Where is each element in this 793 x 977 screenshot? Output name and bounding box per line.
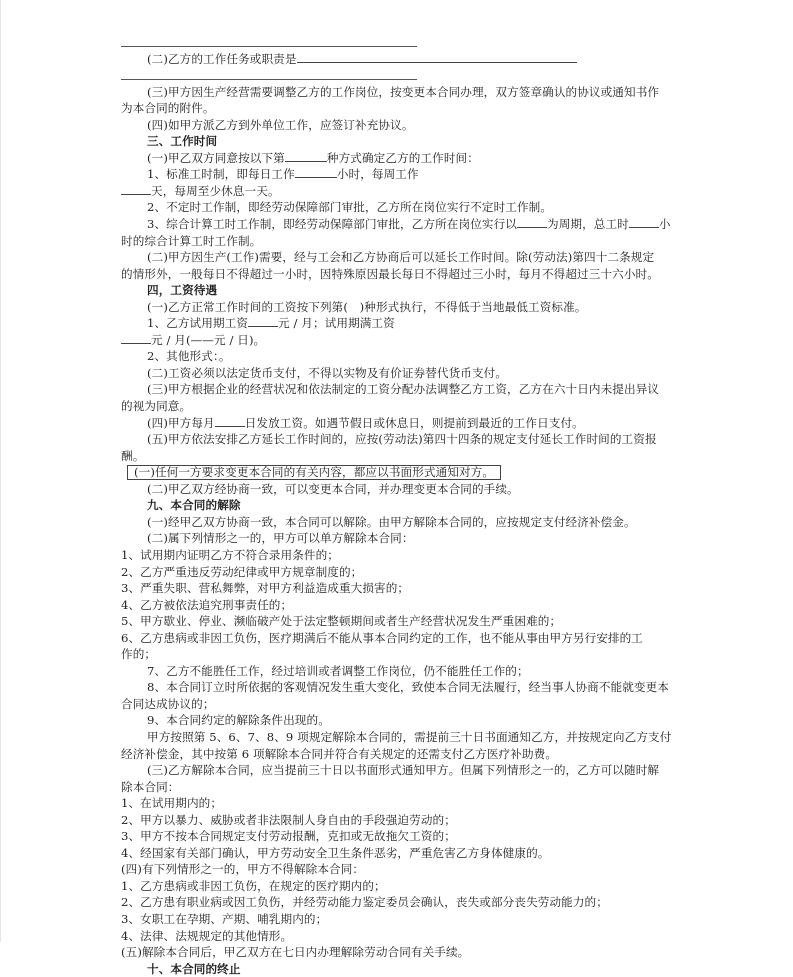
text-run: (一)甲乙双方同意按以下第	[147, 150, 285, 165]
fill-in-blank	[295, 166, 337, 178]
text-line	[121, 729, 677, 746]
text-run: 3、女职工在孕期、产期、哺乳期内的；	[121, 911, 328, 926]
text-run: (二)乙方的工作任务或职责是	[147, 51, 297, 66]
text-run: (三)甲方根据企业的经营状况和依法制定的工资分配办法调整乙方工资，乙方在六十日内未提出异议	[147, 382, 660, 397]
text-run: 元 / 月(——元 / 日)。	[151, 332, 266, 347]
text-line	[121, 299, 677, 316]
text-run: 三、工作时间	[147, 134, 218, 149]
text-line	[121, 415, 677, 432]
section-heading	[121, 133, 677, 150]
text-run: 的视为同意。	[121, 399, 192, 414]
section-heading	[121, 282, 677, 299]
text-line	[121, 398, 677, 415]
text-run: (三)乙方解除本合同，应当提前三十日以书面形式通知甲方。但属下列情形之一的，乙方可以随时解	[147, 763, 660, 778]
text-line	[121, 795, 677, 812]
text-line	[121, 944, 677, 961]
text-run: (一)乙方正常工作时间的工资按下列第( )种形式执行，不得低于当地最低工资标准。	[147, 299, 587, 314]
text-run: (二)甲乙双方经协商一致，可以变更本合同，并办理变更本合同的手续。	[147, 481, 519, 496]
text-run: 天，每周至少休息一天。	[151, 183, 280, 198]
text-line	[121, 894, 677, 911]
text-run: 作的；	[121, 647, 157, 662]
text-run: (五)甲方依法安排乙方延长工作时间的，应按(劳动法)第四十四条的规定支付延长工作时间的工资报	[147, 432, 657, 447]
text-run: 2、其他形式：。	[147, 349, 231, 364]
text-run: 四，工资待遇	[147, 283, 218, 298]
text-run: 6、乙方患病或非因工负伤，医疗期满后不能从事本合同约定的工作，也不能从事由甲方另行安排的工	[121, 630, 644, 645]
text-line	[121, 249, 677, 266]
text-line	[121, 911, 677, 928]
text-line	[121, 365, 677, 382]
text-run: 小时，每周工作	[336, 167, 419, 182]
text-run: 4、经国家有关部门确认，甲方劳动安全卫生条件恶劣，严重危害乙方身体健康的。	[121, 845, 550, 860]
fill-in-blank	[629, 216, 659, 228]
section-heading	[121, 961, 677, 977]
fill-in-blank	[121, 183, 151, 195]
text-run: 时的综合计算工时工作制。	[121, 233, 262, 248]
fill-in-blank	[121, 332, 151, 344]
text-run: 3、严重失职、营私舞弊，对甲方利益造成重大损害的；	[121, 581, 410, 596]
text-run: 1、乙方试用期工资	[147, 316, 249, 331]
text-run: 7、乙方不能胜任工作，经过培训或者调整工作岗位，仍不能胜任工作的；	[147, 663, 529, 678]
text-run: 1、标准工时制，即每日工作	[147, 167, 295, 182]
text-run: 9、本合同约定的解除条件出现的。	[147, 713, 330, 728]
text-line	[121, 746, 677, 763]
text-line	[121, 762, 677, 779]
text-line	[121, 547, 677, 564]
text-run: (一)经甲乙双方协商一致，本合同可以解除。由甲方解除本合同的，应按规定支付经济补偿金。	[147, 514, 636, 529]
text-line	[121, 199, 677, 216]
text-run: 除本合同：	[121, 779, 180, 794]
text-run: 经济补偿金，其中按第 6 项解除本合同并符合有关规定的还需支付乙方医疗补助费。	[121, 746, 558, 761]
text-line	[121, 233, 677, 250]
text-line	[121, 100, 677, 117]
boxed-text: (一)任何一方要求变更本合同的有关内容，都应以书面形式通知对方。	[127, 465, 501, 480]
text-run: 小	[658, 217, 671, 232]
text-run: (五)解除本合同后，甲乙双方在七日内办理解除劳动合同有关手续。	[121, 945, 470, 960]
text-run: 酬。	[121, 448, 145, 463]
text-line	[121, 828, 677, 845]
text-run: 2、不定时工作制，即经劳动保障部门审批，乙方所在岗位实行不定时工作制。	[147, 200, 553, 215]
text-line	[121, 481, 677, 498]
text-line	[121, 266, 677, 283]
text-line	[121, 166, 677, 183]
text-line	[121, 712, 677, 729]
text-run: 2、乙方严重违反劳动纪律或甲方规章制度的；	[121, 564, 363, 579]
text-run: 8、本合同订立时所依据的客观情况发生重大变化，致使本合同无法履行，经当事人协商不能就变更本	[147, 680, 670, 695]
text-line	[121, 812, 677, 829]
text-line	[121, 431, 677, 448]
document-body	[121, 34, 677, 977]
text-line	[121, 84, 677, 101]
text-run: 甲方按照第 5、6、7、8、9 项规定解除本合同的，需提前三十日书面通知乙方，并按规定向乙方支付	[147, 729, 672, 744]
text-run: (四)如甲方派乙方到外单位工作，应签订补充协议。	[147, 117, 414, 132]
text-line	[121, 381, 677, 398]
text-line	[121, 448, 677, 465]
text-line	[121, 646, 677, 663]
text-run: 1、乙方患病或非因工负伤，在规定的医疗期内的；	[121, 878, 386, 893]
text-line	[121, 464, 677, 481]
text-line	[121, 332, 677, 349]
text-line	[121, 679, 677, 696]
text-line	[121, 580, 677, 597]
text-line	[121, 845, 677, 862]
text-line	[121, 183, 677, 200]
section-heading	[121, 497, 677, 514]
text-line	[121, 530, 677, 547]
text-run: 4、法律、法规规定的其他情形。	[121, 928, 293, 943]
text-run: 1、试用期内证明乙方不符合录用条件的；	[121, 547, 339, 562]
text-run: (三)甲方因生产经营需要调整乙方的工作岗位，按变更本合同办理，双方签章确认的协议或通知书作	[147, 84, 660, 99]
text-line	[121, 696, 677, 713]
text-run: 日发放工资。如遇节假日或休息日，则提前到最近的工作日支付。	[244, 415, 584, 430]
text-run: 的情形外，一般每日不得超过一小时，因特殊原因最长每日不得超过三小时，每月不得超过三十六小时。	[121, 266, 659, 281]
text-line	[121, 861, 677, 878]
text-run: 为周期，总工时	[547, 217, 629, 232]
text-run: 1、在试用期内的；	[121, 796, 223, 811]
text-line	[121, 348, 677, 365]
text-run: 5、甲方歇业、停业、濒临破产处于法定整顿期间或者生产经营状况发生严重困难的；	[121, 614, 562, 629]
text-line	[121, 597, 677, 614]
text-line	[121, 779, 677, 796]
text-run: (二)甲方因生产(工作)需要，经与工会和乙方协商后可以延长工作时间。除(劳动法)第四十二条规定	[147, 250, 655, 265]
text-run: 种方式确定乙方的工作时间：	[326, 150, 479, 165]
text-line	[121, 613, 677, 630]
text-line	[121, 315, 677, 332]
text-run: 4、乙方被依法追究刑事责任的；	[121, 597, 293, 612]
text-run: 3、综合计算工时工作制，即经劳动保障部门审批，乙方所在岗位实行以	[147, 217, 517, 232]
fill-in-blank	[215, 415, 245, 427]
fill-in-blank	[248, 315, 278, 327]
text-run: 为本合同的附件。	[121, 101, 215, 116]
text-run: 元 / 月；试用期满工资	[278, 316, 395, 331]
text-run: 3、甲方不按本合同规定支付劳动报酬，克扣或无故拖欠工资的；	[121, 829, 456, 844]
text-run: 合同达成协议的；	[121, 696, 215, 711]
fill-in-rule-line	[121, 67, 677, 84]
text-line	[121, 216, 677, 233]
text-run: 十、本合同的终止	[147, 961, 241, 976]
fill-in-rule-line	[121, 34, 677, 51]
text-run: (四)甲方每月	[147, 415, 215, 430]
text-run: 2、乙方患有职业病或因工负伤，并经劳动能力鉴定委员会确认，丧失或部分丧失劳动能力的；	[121, 895, 608, 910]
text-run: (二)属下列情形之一的，甲方可以单方解除本合同：	[147, 531, 414, 546]
text-line	[121, 117, 677, 134]
text-line	[121, 51, 677, 68]
text-line	[121, 150, 677, 167]
text-line	[121, 663, 677, 680]
text-run: (四)有下列情形之一的，甲方不得解除本合同：	[121, 862, 365, 877]
text-line	[121, 564, 677, 581]
text-line	[121, 630, 677, 647]
text-line	[121, 514, 677, 531]
text-run: 九、本合同的解除	[147, 498, 241, 513]
text-run: 2、甲方以暴力、威胁或者非法限制人身自由的手段强迫劳动的；	[121, 812, 456, 827]
fill-in-blank	[285, 150, 327, 162]
text-line	[121, 878, 677, 895]
fill-in-blank	[517, 216, 547, 228]
fill-in-blank	[297, 51, 577, 63]
text-run: (二)工资必须以法定货币支付，不得以实物及有价证券替代货币支付。	[147, 365, 508, 380]
